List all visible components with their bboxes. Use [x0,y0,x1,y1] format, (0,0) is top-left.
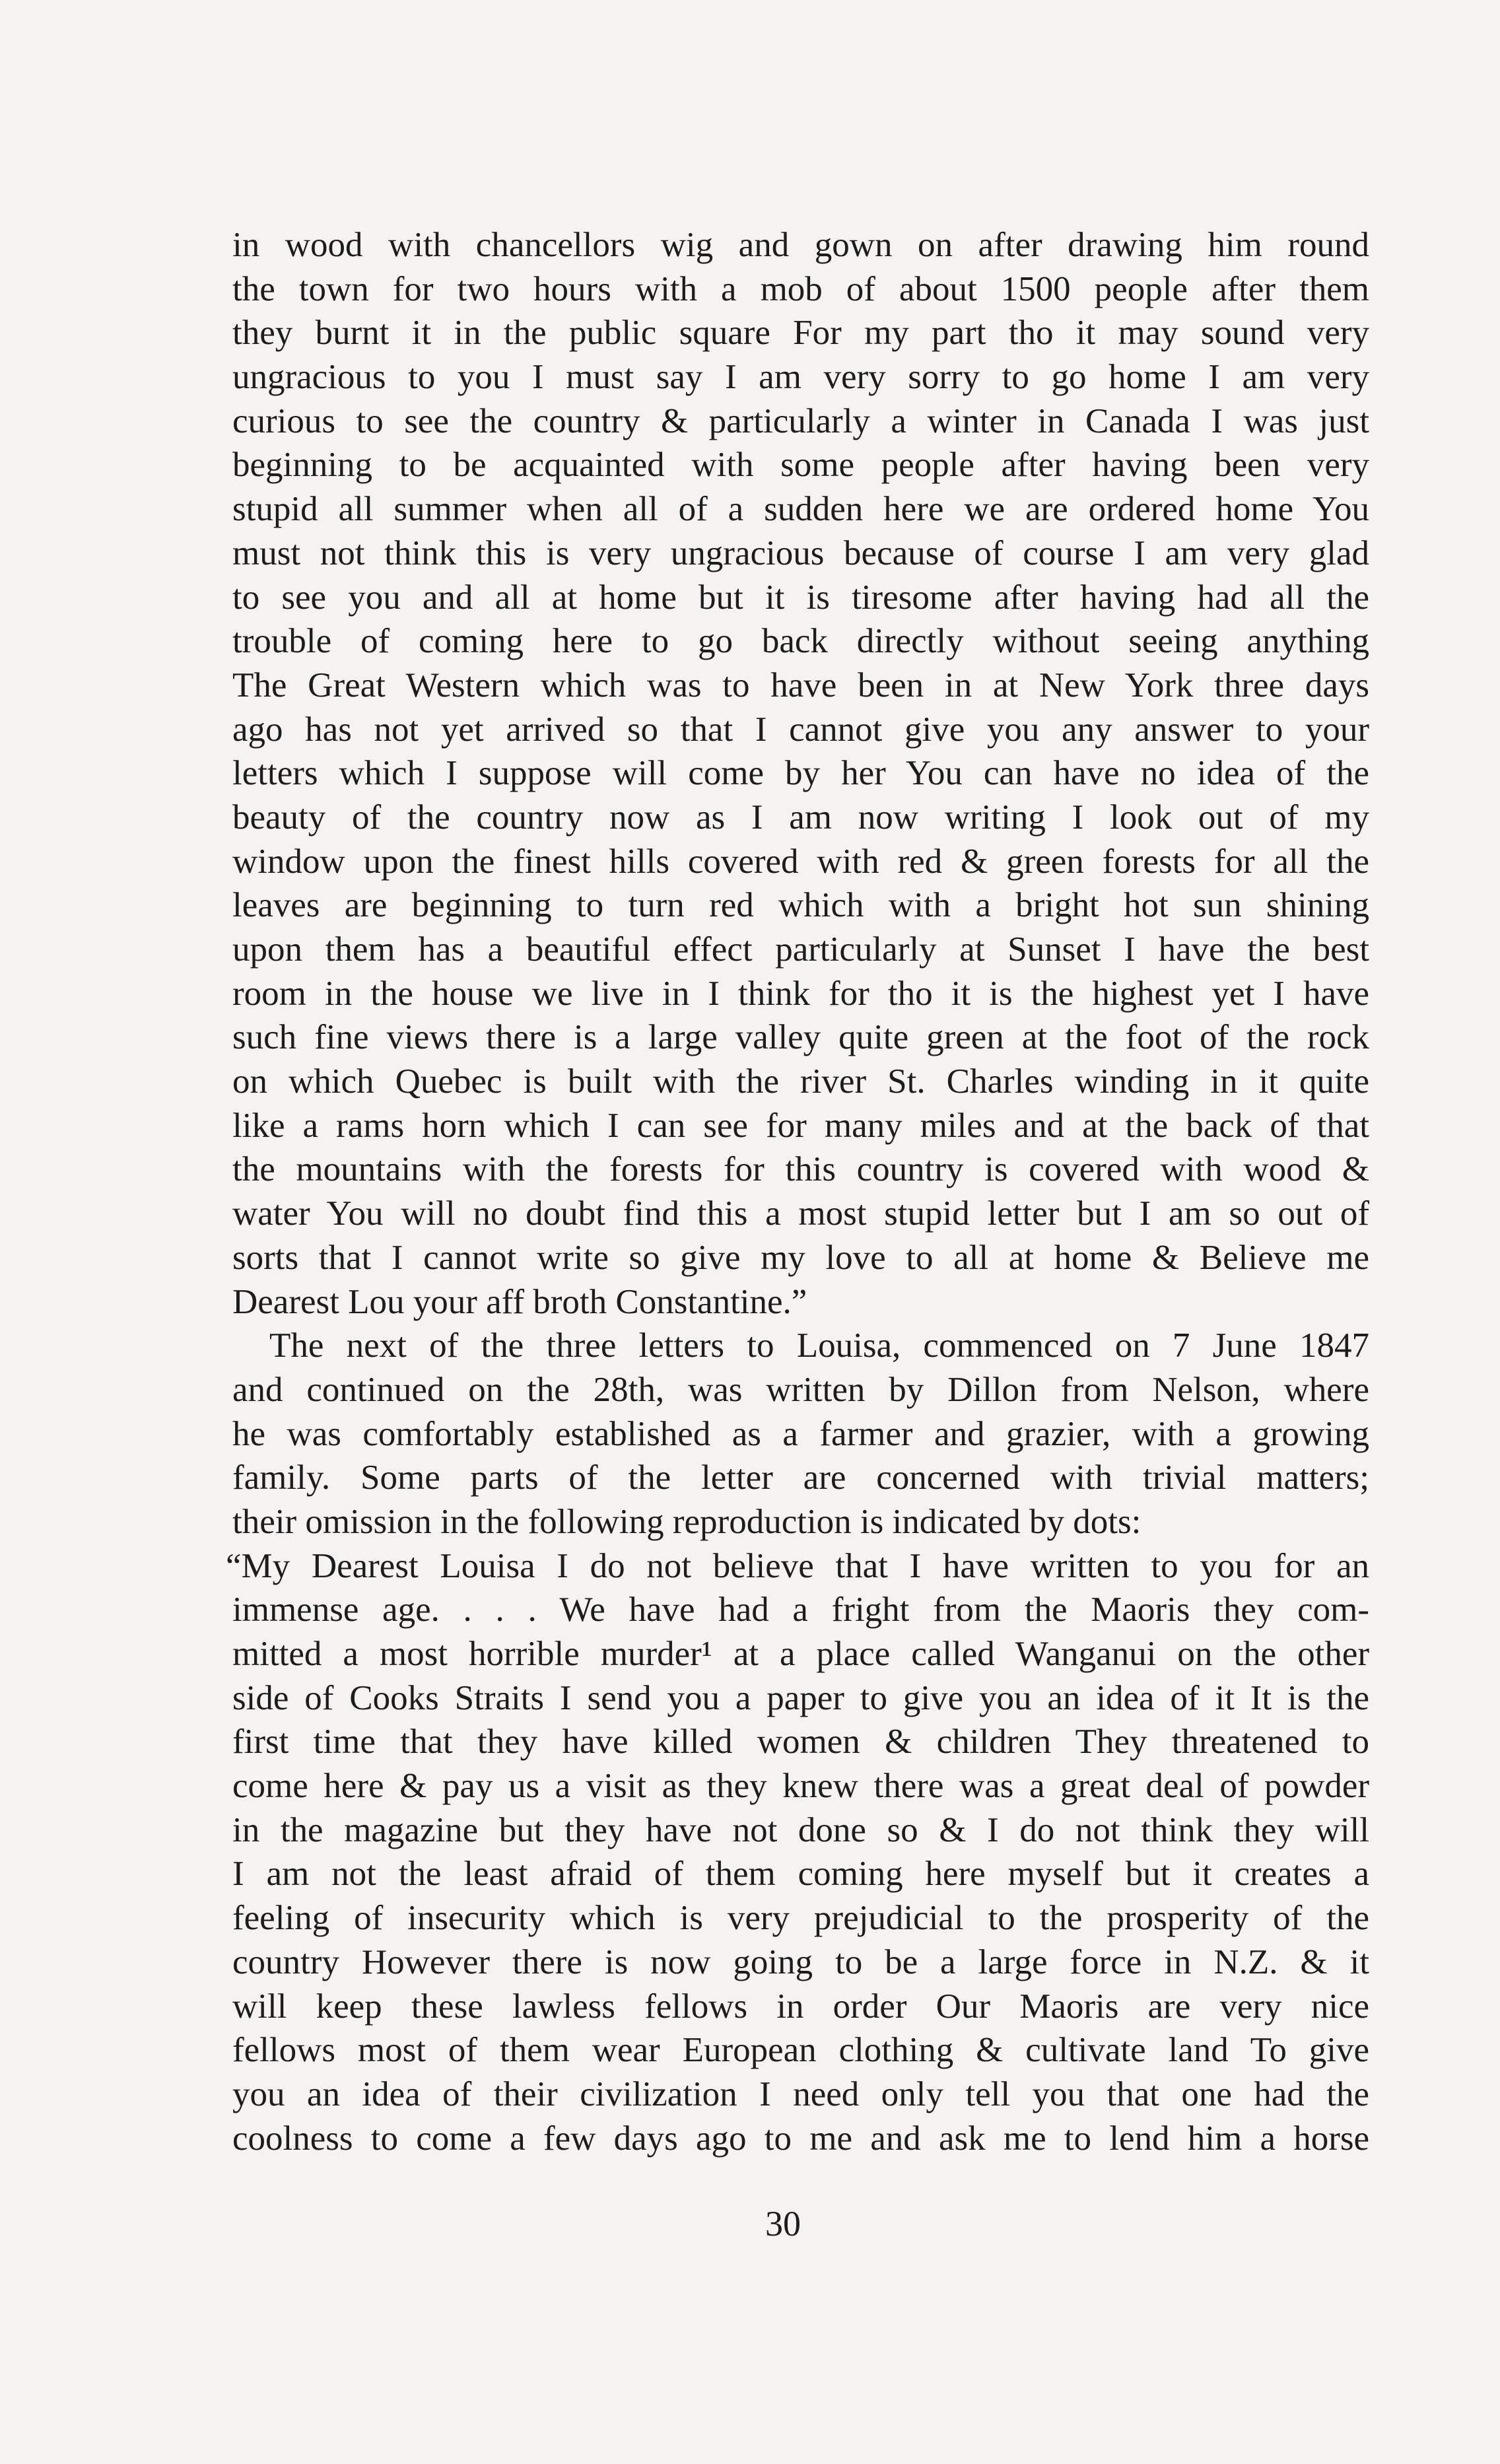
text-line: leaves are beginning to turn red which with a bright hot sun shining [232,886,1369,925]
text-line: side of Cooks Straits I send you a paper to give you an idea of it It is the [232,1678,1369,1717]
text-line: like a rams horn which I can see for many miles and at the back of that [232,1106,1369,1145]
text-line: on which Quebec is built with the river St. Charles winding in it quite [232,1062,1369,1101]
text-line: mitted a most horrible murder¹ at a place called Wanganui on the other [232,1635,1369,1673]
text-line: to see you and all at home but it is tiresome after having had all the [232,578,1369,617]
text-line: Dearest Lou your aff broth Constantine.” [232,1282,807,1321]
text-line: window upon the finest hills covered with red & green forests for all the [232,842,1369,881]
text-line: in wood with chancellors wig and gown on after drawing him round [232,226,1369,264]
text-line: “My Dearest Louisa I do not believe that I have written to you for an [226,1546,1369,1585]
text-line: and continued on the 28th, was written by Dillon from Nelson, where [232,1370,1369,1409]
text-line: will keep these lawless fellows in order Our Maoris are very nice [232,1987,1369,2026]
text-line: sorts that I cannot write so give my love to all at home & Believe me [232,1238,1369,1277]
text-line: ago has not yet arrived so that I cannot give you any answer to your [232,710,1369,749]
text-line: must not think this is very ungracious because of course I am very glad [232,533,1369,572]
body-text [226,223,1369,2160]
text-line: they burnt it in the public square For my part tho it may sound very [232,314,1369,353]
text-line: stupid all summer when all of a sudden here we are ordered home You [232,490,1369,529]
text-line: you an idea of their civilization I need only tell you that one had the [232,2074,1369,2113]
text-line: country However there is now going to be a large force in N.Z. & it [232,1942,1369,1981]
text-line: in the magazine but they have not done so & I do not think they will [232,1810,1369,1849]
text-line: the town for two hours with a mob of about 1500 people after them [232,269,1369,308]
text-line: ungracious to you I must say I am very sorry to go home I am very [232,358,1369,397]
text-line: upon them has a beautiful effect particularly at Sunset I have the best [232,930,1369,969]
page-number: 30 [765,2204,801,2243]
text-line: he was comfortably established as a farmer and grazier, with a growing [232,1414,1369,1453]
text-line: I am not the least afraid of them coming here myself but it creates a [232,1855,1369,1894]
text-line: such fine views there is a large valley quite green at the foot of the rock [232,1018,1369,1057]
text-line: family. Some parts of the letter are concerned with trivial matters; [232,1458,1369,1497]
text-line: water You will no doubt find this a most stupid letter but I am so out of [232,1194,1369,1233]
text-line: room in the house we live in I think for tho it is the highest yet I have [232,974,1369,1013]
text-line: letters which I suppose will come by her You can have no idea of the [232,754,1369,793]
text-line: first time that they have killed women & children They threatened to [232,1723,1369,1762]
text-line: come here & pay us a visit as they knew there was a great deal of powder [232,1767,1369,1806]
text-line: beauty of the country now as I am now writing I look out of my [232,798,1369,837]
text-line: their omission in the following reproduction is indicated by dots: [232,1502,1142,1541]
text-line: the mountains with the forests for this country is covered with wood & [232,1150,1369,1189]
text-line: fellows most of them wear European clothing & cultivate land To give [232,2031,1369,2070]
text-line: immense age. . . . We have had a fright from the Maoris they com- [232,1591,1369,1629]
text-line: feeling of insecurity which is very prejudicial to the prosperity of the [232,1899,1369,1938]
text-line: The Great Western which was to have been in at New York three days [232,666,1369,704]
text-line: beginning to be acquainted with some people after having been very [232,446,1369,485]
text-line: curious to see the country & particularly a winter in Canada I was just [232,401,1369,440]
text-line: The next of the three letters to Louisa, commenced on 7 June 1847 [269,1326,1369,1365]
text-line: trouble of coming here to go back directly without seeing anything [232,622,1369,661]
text-line: coolness to come a few days ago to me and ask me to lend him a horse [232,2119,1369,2158]
